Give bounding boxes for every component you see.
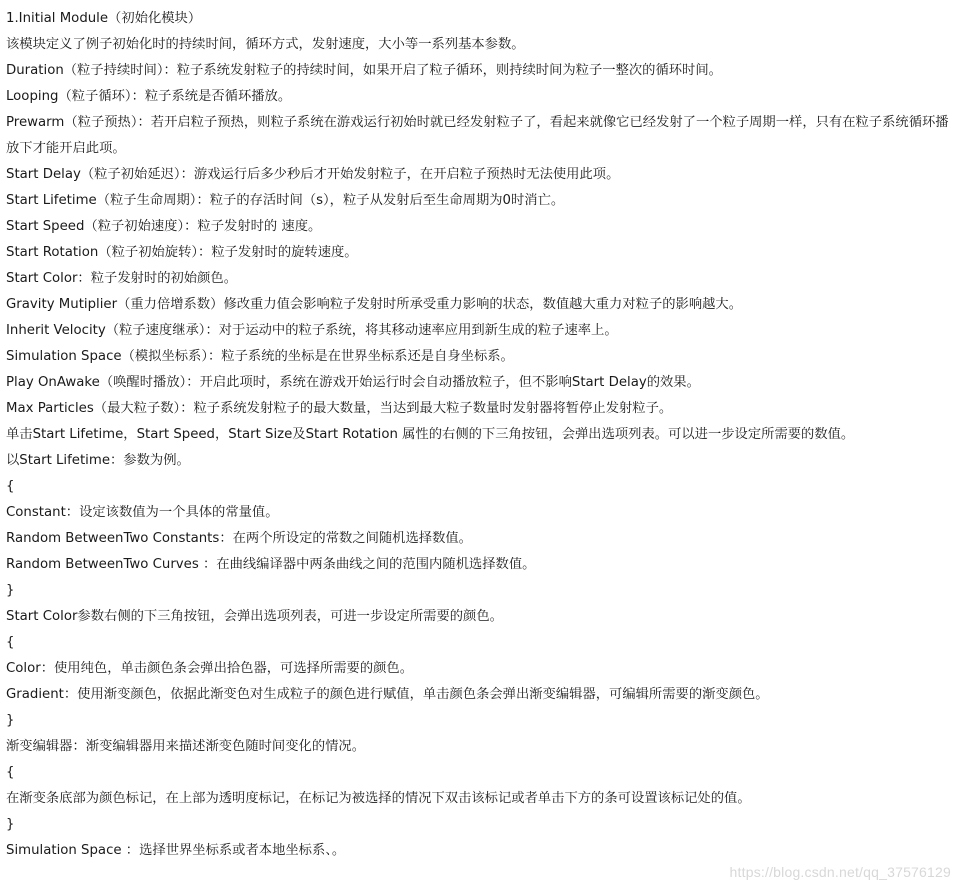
paragraph-prewarm: Prewarm（粒子预热）：若开启粒子预热，则粒子系统在游戏运行初始时就已经发射粒子了，看起来就像它已经发射了一个粒子周期一样，只有在粒子系统循环播放下才能开启此项。: [6, 115, 949, 156]
paragraph-start-speed: Start Speed（粒子初始速度）：粒子发射时的 速度。: [6, 219, 322, 234]
brace-open: {: [6, 765, 15, 780]
brace-open: {: [6, 635, 15, 650]
brace-close: }: [6, 817, 15, 832]
paragraph-simulation-space: Simulation Space（模拟坐标系）：粒子系统的坐标是在世界坐标系还是自身坐标系。: [6, 349, 514, 364]
paragraph-play-on-awake: Play OnAwake（唤醒时播放）：开启此项时，系统在游戏开始运行时会自动播放粒子，但不影响Start Delay的效果。: [6, 375, 700, 390]
paragraph-dropdown-note: 单击Start Lifetime，Start Speed，Start Size及Start Rotation 属性的右侧的下三角按钮，会弹出选项列表。可以进一步设定所需要的数值。: [6, 427, 855, 442]
watermark-text: https://blog.csdn.net/qq_37576129: [729, 864, 951, 880]
paragraph-start-color: Start Color：粒子发射时的初始颜色。: [6, 271, 237, 286]
paragraph-gravity: Gravity Mutiplier（重力倍增系数）修改重力值会影响粒子发射时所承受重力影响的状态，数值越大重力对粒子的影响越大。: [6, 297, 743, 312]
paragraph-color-dropdown: Start Color参数右侧的下三角按钮，会弹出选项列表，可进一步设定所需要的颜色。: [6, 609, 503, 624]
paragraph-max-particles: Max Particles（最大粒子数）：粒子系统发射粒子的最大数量，当达到最大粒子数量时发射器将暂停止发射粒子。: [6, 401, 673, 416]
paragraph-duration: Duration（粒子持续时间）：粒子系统发射粒子的持续时间，如果开启了粒子循环，则持续时间为粒子一整次的循环时间。: [6, 63, 722, 78]
paragraph-random-constants: Random BetweenTwo Constants：在两个所设定的常数之间随机选择数值。: [6, 531, 472, 546]
paragraph-looping: Looping（粒子循环）：粒子系统是否循环播放。: [6, 89, 292, 104]
paragraph-color: Color：使用纯色，单击颜色条会弹出拾色器，可选择所需要的颜色。: [6, 661, 414, 676]
paragraph-simulation-space-select: Simulation Space ：选择世界坐标系或者本地坐标系、。: [6, 843, 346, 858]
paragraph-intro: 该模块定义了例子初始化时的持续时间，循环方式，发射速度，大小等一系列基本参数。: [6, 37, 525, 52]
section-heading: 1.Initial Module（初始化模块）: [6, 11, 202, 26]
paragraph-start-lifetime: Start Lifetime（粒子生命周期）：粒子的存活时间（s），粒子从发射后至生命周期为0时消亡。: [6, 193, 565, 208]
brace-close: }: [6, 713, 15, 728]
brace-close: }: [6, 583, 15, 598]
paragraph-random-curves: Random BetweenTwo Curves ：在曲线编译器中两条曲线之间的范围内随机选择数值。: [6, 557, 536, 572]
brace-open: {: [6, 479, 15, 494]
paragraph-inherit-velocity: Inherit Velocity（粒子速度继承）：对于运动中的粒子系统，将其移动速率应用到新生成的粒子速率上。: [6, 323, 618, 338]
article-body: [6, 6, 951, 864]
paragraph-gradient: Gradient：使用渐变颜色，依据此渐变色对生成粒子的颜色进行赋值，单击颜色条会弹出渐变编辑器，可编辑所需要的渐变颜色。: [6, 687, 769, 702]
paragraph-constant: Constant：设定该数值为一个具体的常量值。: [6, 505, 279, 520]
paragraph-gradient-editor: 渐变编辑器：渐变编辑器用来描述渐变色随时间变化的情况。: [6, 739, 366, 754]
paragraph-gradient-markers: 在渐变条底部为颜色标记，在上部为透明度标记，在标记为被选择的情况下双击该标记或者单击下方的条可设置该标记处的值。: [6, 791, 751, 806]
paragraph-example: 以Start Lifetime：参数为例。: [6, 453, 190, 468]
paragraph-start-delay: Start Delay（粒子初始延迟）：游戏运行后多少秒后才开始发射粒子，在开启粒子预热时无法使用此项。: [6, 167, 620, 182]
paragraph-start-rotation: Start Rotation（粒子初始旋转）：粒子发射时的旋转速度。: [6, 245, 358, 260]
